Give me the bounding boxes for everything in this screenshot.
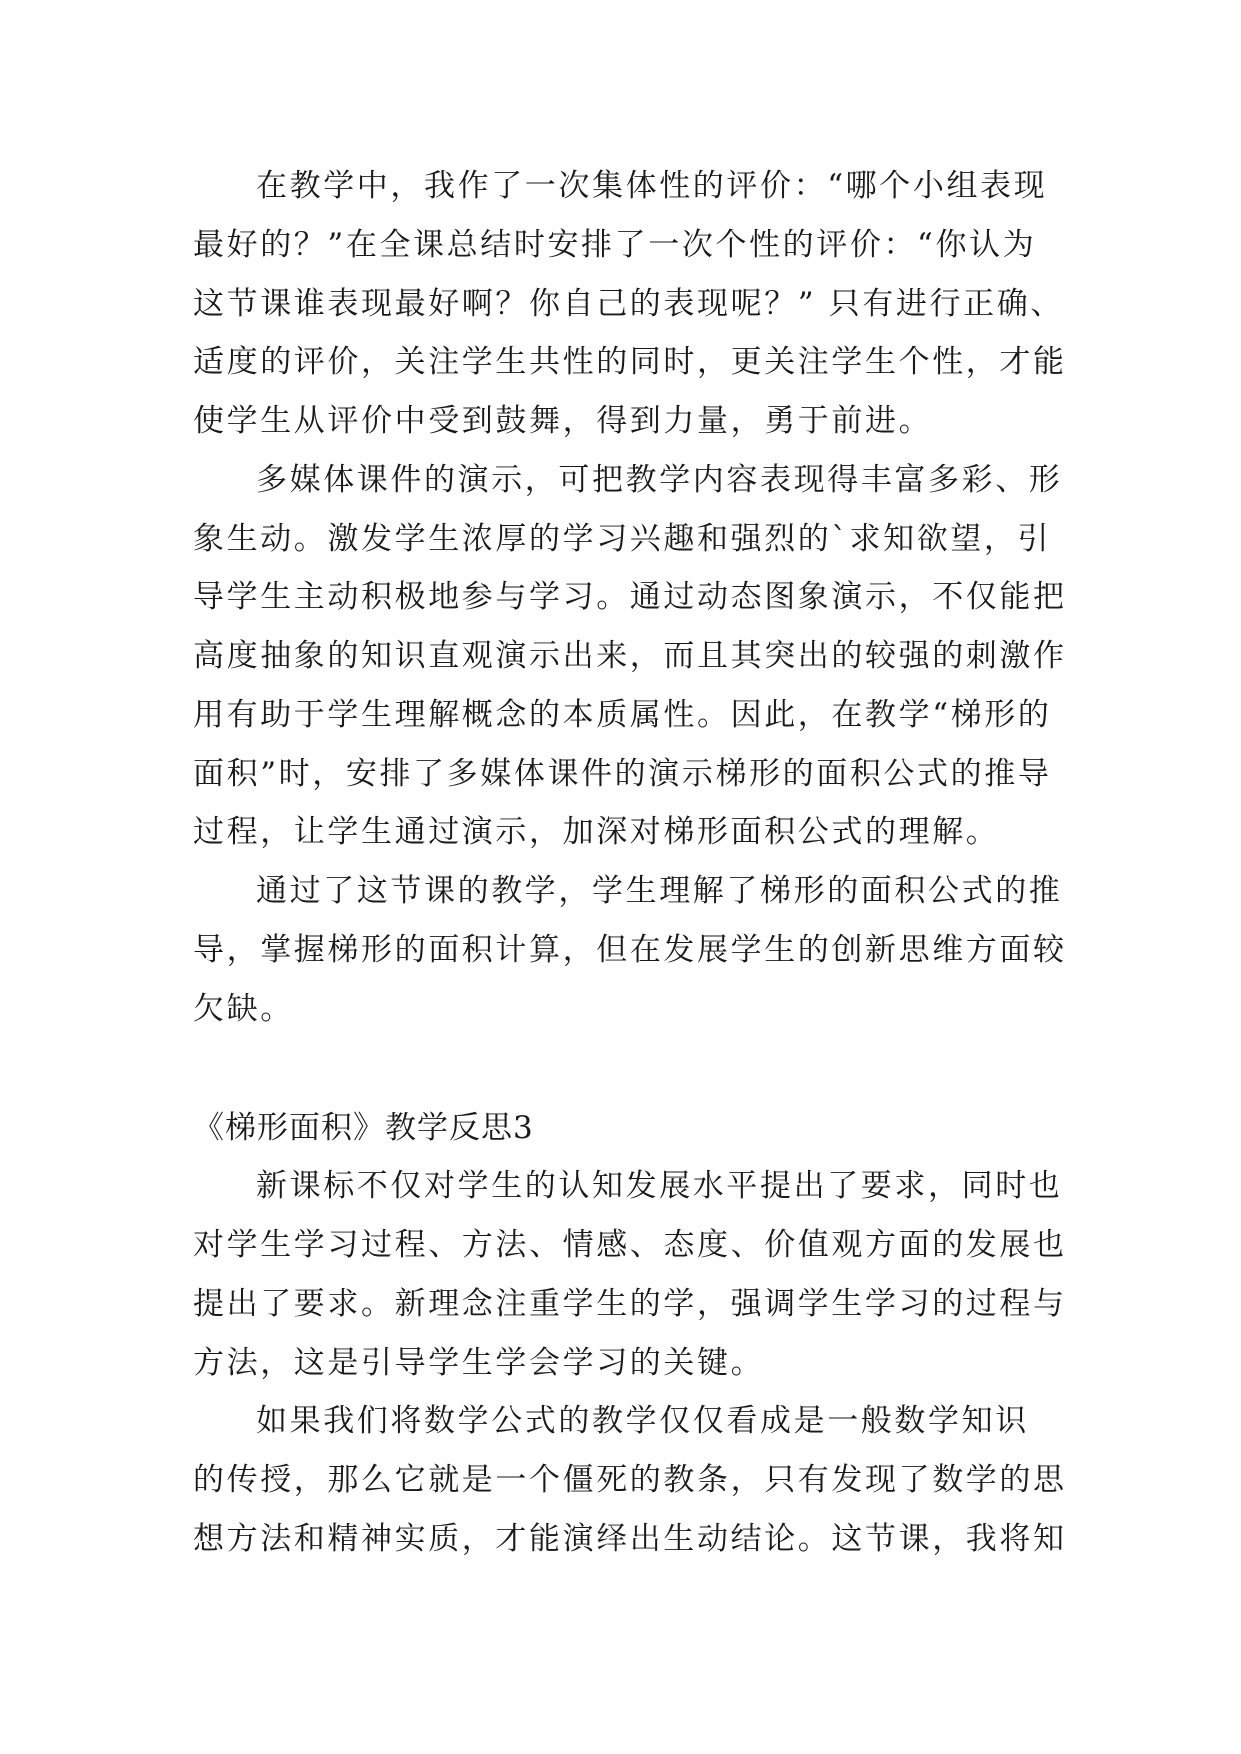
paragraph-5-line-2: 的传授，那么它就是一个僵死的教条，只有发现了数学的思 <box>193 1462 1067 1498</box>
paragraph-2-line-6: 面积”时，安排了多媒体课件的演示梯形的面积公式的推导 <box>193 756 1052 792</box>
paragraph-4-line-3: 提出了要求。新理念注重学生的学，强调学生学习的过程与 <box>193 1286 1067 1322</box>
paragraph-1-line-2: 最好的？”在全课总结时安排了一次个性的评价：“你认为 <box>193 227 1037 263</box>
section-heading: 《梯形面积》教学反思3 <box>193 1110 534 1146</box>
paragraph-2-line-4: 高度抽象的知识直观演示出来，而且其突出的较强的刺激作 <box>193 638 1067 674</box>
paragraph-2-line-1: 多媒体课件的演示，可把教学内容表现得丰富多彩、形 <box>256 462 1063 498</box>
paragraph-5-line-1: 如果我们将数学公式的教学仅仅看成是一般数学知识 <box>256 1403 1029 1439</box>
paragraph-2-line-2: 象生动。激发学生浓厚的学习兴趣和强烈的`求知欲望，引 <box>193 521 1052 557</box>
paragraph-1-line-4: 适度的评价，关注学生共性的同时，更关注学生个性，才能 <box>193 344 1067 380</box>
paragraph-1-line-1: 在教学中，我作了一次集体性的评价：“哪个小组表现 <box>256 168 1048 204</box>
paragraph-1-line-5: 使学生从评价中受到鼓舞，得到力量，勇于前进。 <box>193 403 933 439</box>
paragraph-4-line-1: 新课标不仅对学生的认知发展水平提出了要求，同时也 <box>256 1168 1063 1204</box>
paragraph-4-line-4: 方法，这是引导学生学会学习的关键。 <box>193 1345 765 1381</box>
paragraph-3-line-1: 通过了这节课的教学，学生理解了梯形的面积公式的推 <box>256 873 1063 909</box>
paragraph-2-line-3: 导学生主动积极地参与学习。通过动态图象演示，不仅能把 <box>193 579 1067 615</box>
paragraph-2-line-7: 过程，让学生通过演示，加深对梯形面积公式的理解。 <box>193 814 1000 850</box>
paragraph-3-line-3: 欠缺。 <box>193 991 294 1027</box>
paragraph-1-line-3: 这节课谁表现最好啊？你自己的表现呢？” 只有进行正确、 <box>193 286 1064 322</box>
paragraph-2-line-5: 用有助于学生理解概念的本质属性。因此，在教学“梯形的 <box>193 697 1052 733</box>
paragraph-3-line-2: 导，掌握梯形的面积计算，但在发展学生的创新思维方面较 <box>193 932 1067 968</box>
paragraph-4-line-2: 对学生学习过程、方法、情感、态度、价值观方面的发展也 <box>193 1227 1067 1263</box>
paragraph-5-line-3: 想方法和精神实质，才能演绎出生动结论。这节课，我将知 <box>193 1521 1067 1557</box>
